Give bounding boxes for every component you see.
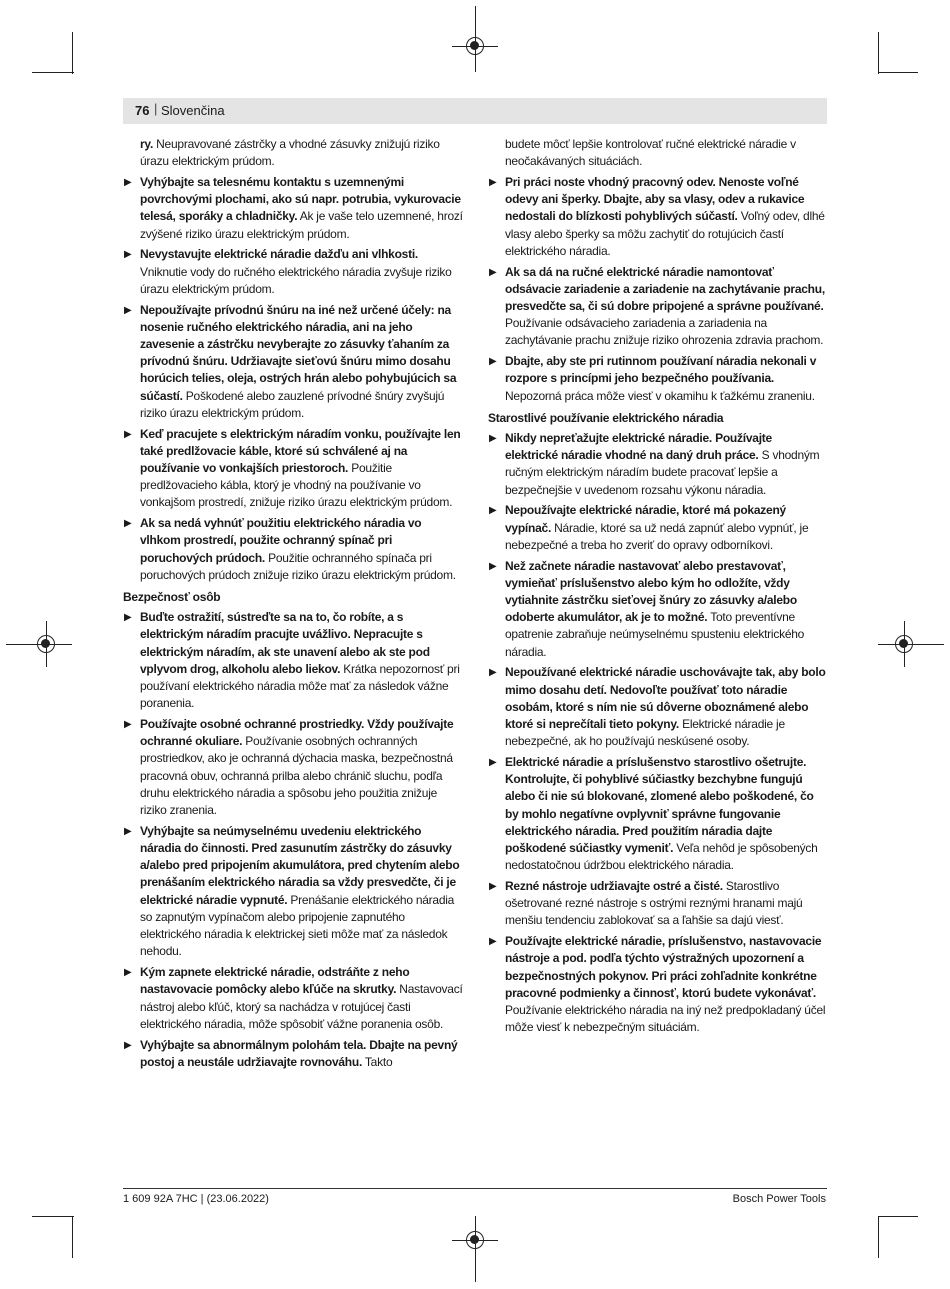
crop-mark — [32, 1216, 74, 1217]
safety-instruction — [488, 558, 826, 661]
instruction-bold: Dbajte, aby ste pri rutinnom používaní náradia nekonali v rozpore s princípmi jeho bezpečného používania. — [505, 354, 817, 386]
language-label: Slovenčina — [161, 103, 225, 118]
instruction-bold: Nepoužívané elektrické náradie uschovávajte tak, aby bolo mimo dosahu detí. Nedovoľte používať toto náradie osobám, ktoré s ním nie sú dôverne oboznámené alebo ktoré si neprečítali tieto pokyny. — [505, 665, 826, 732]
safety-instruction — [488, 502, 826, 554]
safety-instruction — [488, 878, 826, 930]
instruction-text: Veľa nehôd je spôsobených nedostatočnou údržbou elektrického náradia. — [505, 841, 818, 873]
instruction-bold: Ak sa dá na ručné elektrické náradie namontovať odsávacie zariadenie a zariadenie na zachytávanie prachu, presvedčte sa, či sú dobre pripojené a správne používané. — [505, 264, 825, 314]
instruction-text: Elektrické náradie je nebezpečné, ak ho používajú neskúsené osoby. — [505, 717, 785, 749]
header-separator: | — [154, 101, 158, 116]
crop-mark — [32, 72, 74, 73]
registration-line — [475, 1216, 476, 1282]
instruction-bold: Nikdy nepreťažujte elektrické náradie. Používajte elektrické náradie vhodné na daný druh práce. — [505, 431, 772, 463]
safety-instruction — [123, 515, 463, 584]
instruction-bold: Nepoužívajte elektrické náradie, ktoré má pokazený vypínač. — [505, 503, 786, 535]
instruction-text: Neupravované zástrčky a vhodné zásuvky znižujú riziko úrazu elektrickým prúdom. — [140, 137, 440, 169]
instruction-bold: Nepoužívajte prívodnú šnúru na iné než určené účely: na nosenie ručného elektrického náradia, ani na jeho zavesenie a zástrčku nevyberajte zo zásuvky ťahaním za prívodnú šnúru. Udržiavajte sieťovú šnúru mimo dosahu horúcich telies, oleja, ostrých hrán alebo pohybujúcich sa súčastí. — [140, 302, 457, 403]
bullet-arrow-icon: ▶ — [489, 177, 497, 188]
bullet-arrow-icon: ▶ — [124, 967, 132, 979]
instruction-text: Voľný odev, dlhé vlasy alebo šperky sa môžu zachytiť do rotujúcich častí elektrického náradia. — [505, 209, 825, 258]
instruction-text: Starostlivo ošetrované rezné nástroje s ostrými reznými hranami majú menšiu tendenciu zablokovať sa a ľahšie sa dajú viesť. — [505, 879, 803, 928]
instruction-text: Prenášanie elektrického náradia so zapnutým vypínačom alebo pripojenie zapnutého elektrického náradia k elektrickej sieti môže mať za následok nehodu. — [140, 892, 455, 959]
registration-mark-icon — [466, 1231, 484, 1249]
crop-mark — [878, 72, 918, 73]
bullet-arrow-icon: ▶ — [489, 936, 497, 948]
instruction-text: Nepozorná práca môže viesť v okamihu k ťažkému zraneniu. — [505, 388, 815, 403]
safety-instruction — [488, 264, 826, 350]
registration-mark-icon — [37, 635, 55, 653]
instruction-bold: Elektrické náradie a príslušenstvo starostlivo ošetrujte. Kontrolujte, či pohyblivé súčiastky bezchybne fungujú alebo či nie sú blokované, zlomené alebo poškodené, čo by mohlo negatívne ovplyvniť správne fungovanie elektrického náradia. Pred použitím náradia dajte poškodené súčiastky vymeniť. — [505, 755, 814, 856]
instruction-text: Krátka nepozornosť pri používaní elektrického náradia môže mať za následok vážne poranenia. — [140, 661, 460, 711]
instruction-bold: Nevystavujte elektrické náradie dažďu ani vlhkosti. — [140, 247, 418, 262]
instruction-text: Vniknutie vody do ručného elektrického náradia zvyšuje riziko úrazu elektrickým prúdom. — [140, 264, 452, 296]
instruction-bold: Používajte elektrické náradie, príslušenstvo, nastavovacie nástroje a pod. podľa týchto výstražných upozornení a bezpečnostných pokynov. Pri práci zohľadnite konkrétne pracovné podmienky a činnosť, ktorú budete vykonávať. — [505, 934, 822, 1000]
crop-mark — [72, 1216, 73, 1258]
registration-mark-icon — [466, 37, 484, 55]
safety-instruction — [123, 136, 463, 170]
crop-mark — [878, 32, 879, 74]
instruction-bold: Než začnete náradie nastavovať alebo prestavovať, vymieňať príslušenstvo alebo kým ho odložíte, vždy vytiahnite zástrčku sieťovej šnúry zo zásuvky a/alebo odoberte akumulátor, ak je to možné. — [505, 558, 797, 625]
bullet-arrow-icon: ▶ — [489, 433, 497, 445]
footer-brand: Bosch Power Tools — [732, 1193, 826, 1205]
instruction-text: Náradie, ktoré sa už nedá zapnúť alebo vypnúť, je nebezpečné a treba ho zveriť do opravy odborníkovi. — [505, 520, 809, 552]
instruction-text: Takto — [362, 1054, 393, 1069]
instruction-text: Používanie osobných ochranných prostriedkov, ako je ochranná dýchacia maska, bezpečnostná pracovná obuv, ochranná prilba alebo chránič sluchu, podľa druhu elektrického náradia a spôsobu jeho použitia znižuje riziko zranenia. — [140, 734, 453, 818]
bullet-arrow-icon: ▶ — [489, 757, 497, 769]
safety-instruction — [123, 302, 463, 422]
instruction-text: Použitie predlžovacieho kábla, ktorý je vhodný na používanie vo vonkajšom prostredí, znižuje riziko úrazu elektrickým prúdom. — [140, 461, 453, 510]
bullet-arrow-icon: ▶ — [124, 304, 132, 316]
crop-mark — [72, 32, 73, 74]
bullet-arrow-icon: ▶ — [124, 612, 132, 624]
instruction-text: Poškodené alebo zauzlené prívodné šnúry zvyšujú riziko úrazu elektrickým prúdom. — [140, 388, 445, 420]
page-number: 76 — [135, 103, 150, 118]
instruction-bold: ry. — [140, 137, 154, 151]
bullet-arrow-icon: ▶ — [489, 266, 497, 278]
safety-instruction — [488, 664, 826, 750]
safety-instruction — [488, 933, 826, 1036]
section-heading: Bezpečnosť osôb — [123, 590, 221, 605]
right-column — [488, 136, 826, 1040]
bullet-arrow-icon: ▶ — [489, 667, 497, 679]
crop-mark — [878, 1216, 879, 1258]
safety-instruction — [488, 353, 826, 405]
instruction-bold: Kým zapnete elektrické náradie, odstráňte z neho nastavovacie pomôcky alebo kľúče na skrutky. — [140, 965, 410, 997]
instruction-bold: Ak sa nedá vyhnúť použitiu elektrického náradia vo vlhkom prostredí, použite ochranný spínač pri poruchových prúdoch. — [140, 516, 422, 565]
section-heading: Starostlivé používanie elektrického náradia — [488, 410, 724, 425]
instruction-bold: Rezné nástroje udržiavajte ostré a čisté. — [505, 879, 723, 894]
safety-instruction — [123, 964, 463, 1033]
bullet-arrow-icon: ▶ — [124, 177, 132, 188]
instruction-text: Používanie odsávacieho zariadenia a zariadenia na zachytávanie prachu znižuje riziko ohrozenia zdravia prachom. — [505, 316, 824, 348]
instruction-text: budete môcť lepšie kontrolovať ručné elektrické náradie v neočakávaných situáciách. — [505, 137, 796, 169]
instruction-bold: Vyhýbajte sa neúmyselnému uvedeniu elektrického náradia do činnosti. Pred zasunutím zástrčky do zásuvky a/alebo pred pripojením akumulátora, pred chytením alebo prenášaním elektrického náradia sa vždy presvedčte, či je elektrické náradie vypnuté. — [140, 823, 460, 907]
instruction-text: Použitie ochranného spínača pri poruchových prúdoch znižuje riziko úrazu elektrickým prúdom. — [140, 550, 456, 582]
safety-instruction — [488, 754, 826, 874]
crop-mark — [878, 1216, 918, 1217]
bullet-arrow-icon: ▶ — [489, 356, 497, 368]
instruction-bold: Pri práci noste vhodný pracovný odev. Nenoste voľné odevy ani šperky. Dbajte, aby sa vlasy, odev a rukavice nedostali do blízkosti pohyblivých súčastí. — [505, 175, 805, 224]
safety-instruction — [123, 246, 463, 298]
instruction-bold: Vyhýbajte sa abnormálnym polohám tela. Dbajte na pevný postoj a neustále udržiavajte rovnováhu. — [140, 1037, 458, 1069]
instruction-text: S vhodným ručným elektrickým náradím budete pracovať lepšie a bezpečnejšie v uvedenom rozsahu výkonu náradia. — [505, 448, 820, 497]
instruction-text: Toto preventívne opatrenie zabraňuje neúmyselnému spusteniu elektrického náradia. — [505, 610, 805, 659]
instruction-text: Nastavovací nástroj alebo kľúč, ktorý sa nachádza v rotujúcej časti elektrického náradia, môže spôsobiť vážne poranenia osôb. — [140, 982, 463, 1031]
safety-instruction — [488, 136, 826, 170]
safety-instruction — [123, 716, 463, 819]
safety-instruction — [488, 430, 826, 499]
instruction-text: Ak je vaše telo uzemnené, hrozí zvýšené riziko úrazu elektrickým prúdom. — [140, 209, 463, 241]
instruction-text: Používanie elektrického náradia na iný než predpokladaný účel môže viesť k nebezpečným situáciám. — [505, 1003, 826, 1035]
footer-divider — [123, 1188, 827, 1189]
left-column — [123, 136, 463, 1075]
footer-document-id: 1 609 92A 7HC | (23.06.2022) — [123, 1193, 269, 1205]
page-header — [123, 98, 827, 124]
safety-instruction — [488, 174, 826, 260]
instruction-bold: Buďte ostražití, sústreďte sa na to, čo robíte, a s elektrickým náradím pracujte uvážlivo. Nepracujte s elektrickým náradím, ak ste unavení alebo ak ste pod vplyvom drog, alkoholu alebo liekov. — [140, 610, 430, 676]
bullet-arrow-icon: ▶ — [124, 518, 132, 530]
bullet-arrow-icon: ▶ — [124, 249, 132, 261]
instruction-bold: Používajte osobné ochranné prostriedky. Vždy používajte ochranné okuliare. — [140, 717, 454, 749]
safety-instruction — [123, 174, 463, 243]
bullet-arrow-icon: ▶ — [124, 719, 132, 731]
safety-instruction — [123, 426, 463, 512]
registration-mark-icon — [895, 635, 913, 653]
bullet-arrow-icon: ▶ — [124, 428, 132, 440]
bullet-arrow-icon: ▶ — [489, 881, 497, 893]
safety-instruction — [123, 823, 463, 961]
instruction-bold: Vyhýbajte sa telesnému kontaktu s uzemnenými povrchovými plochami, ako sú napr. potrubia, vykurovacie telesá, sporáky a chladničky. — [140, 175, 461, 224]
safety-instruction — [123, 609, 463, 712]
bullet-arrow-icon: ▶ — [489, 505, 497, 517]
bullet-arrow-icon: ▶ — [489, 560, 497, 572]
safety-instruction — [123, 1037, 463, 1071]
bullet-arrow-icon: ▶ — [124, 1039, 132, 1051]
bullet-arrow-icon: ▶ — [124, 825, 132, 837]
instruction-bold: Keď pracujete s elektrickým náradím vonku, používajte len také predlžovacie káble, ktoré sú schválené aj na používanie vo vonkajších priestoroch. — [140, 426, 461, 476]
